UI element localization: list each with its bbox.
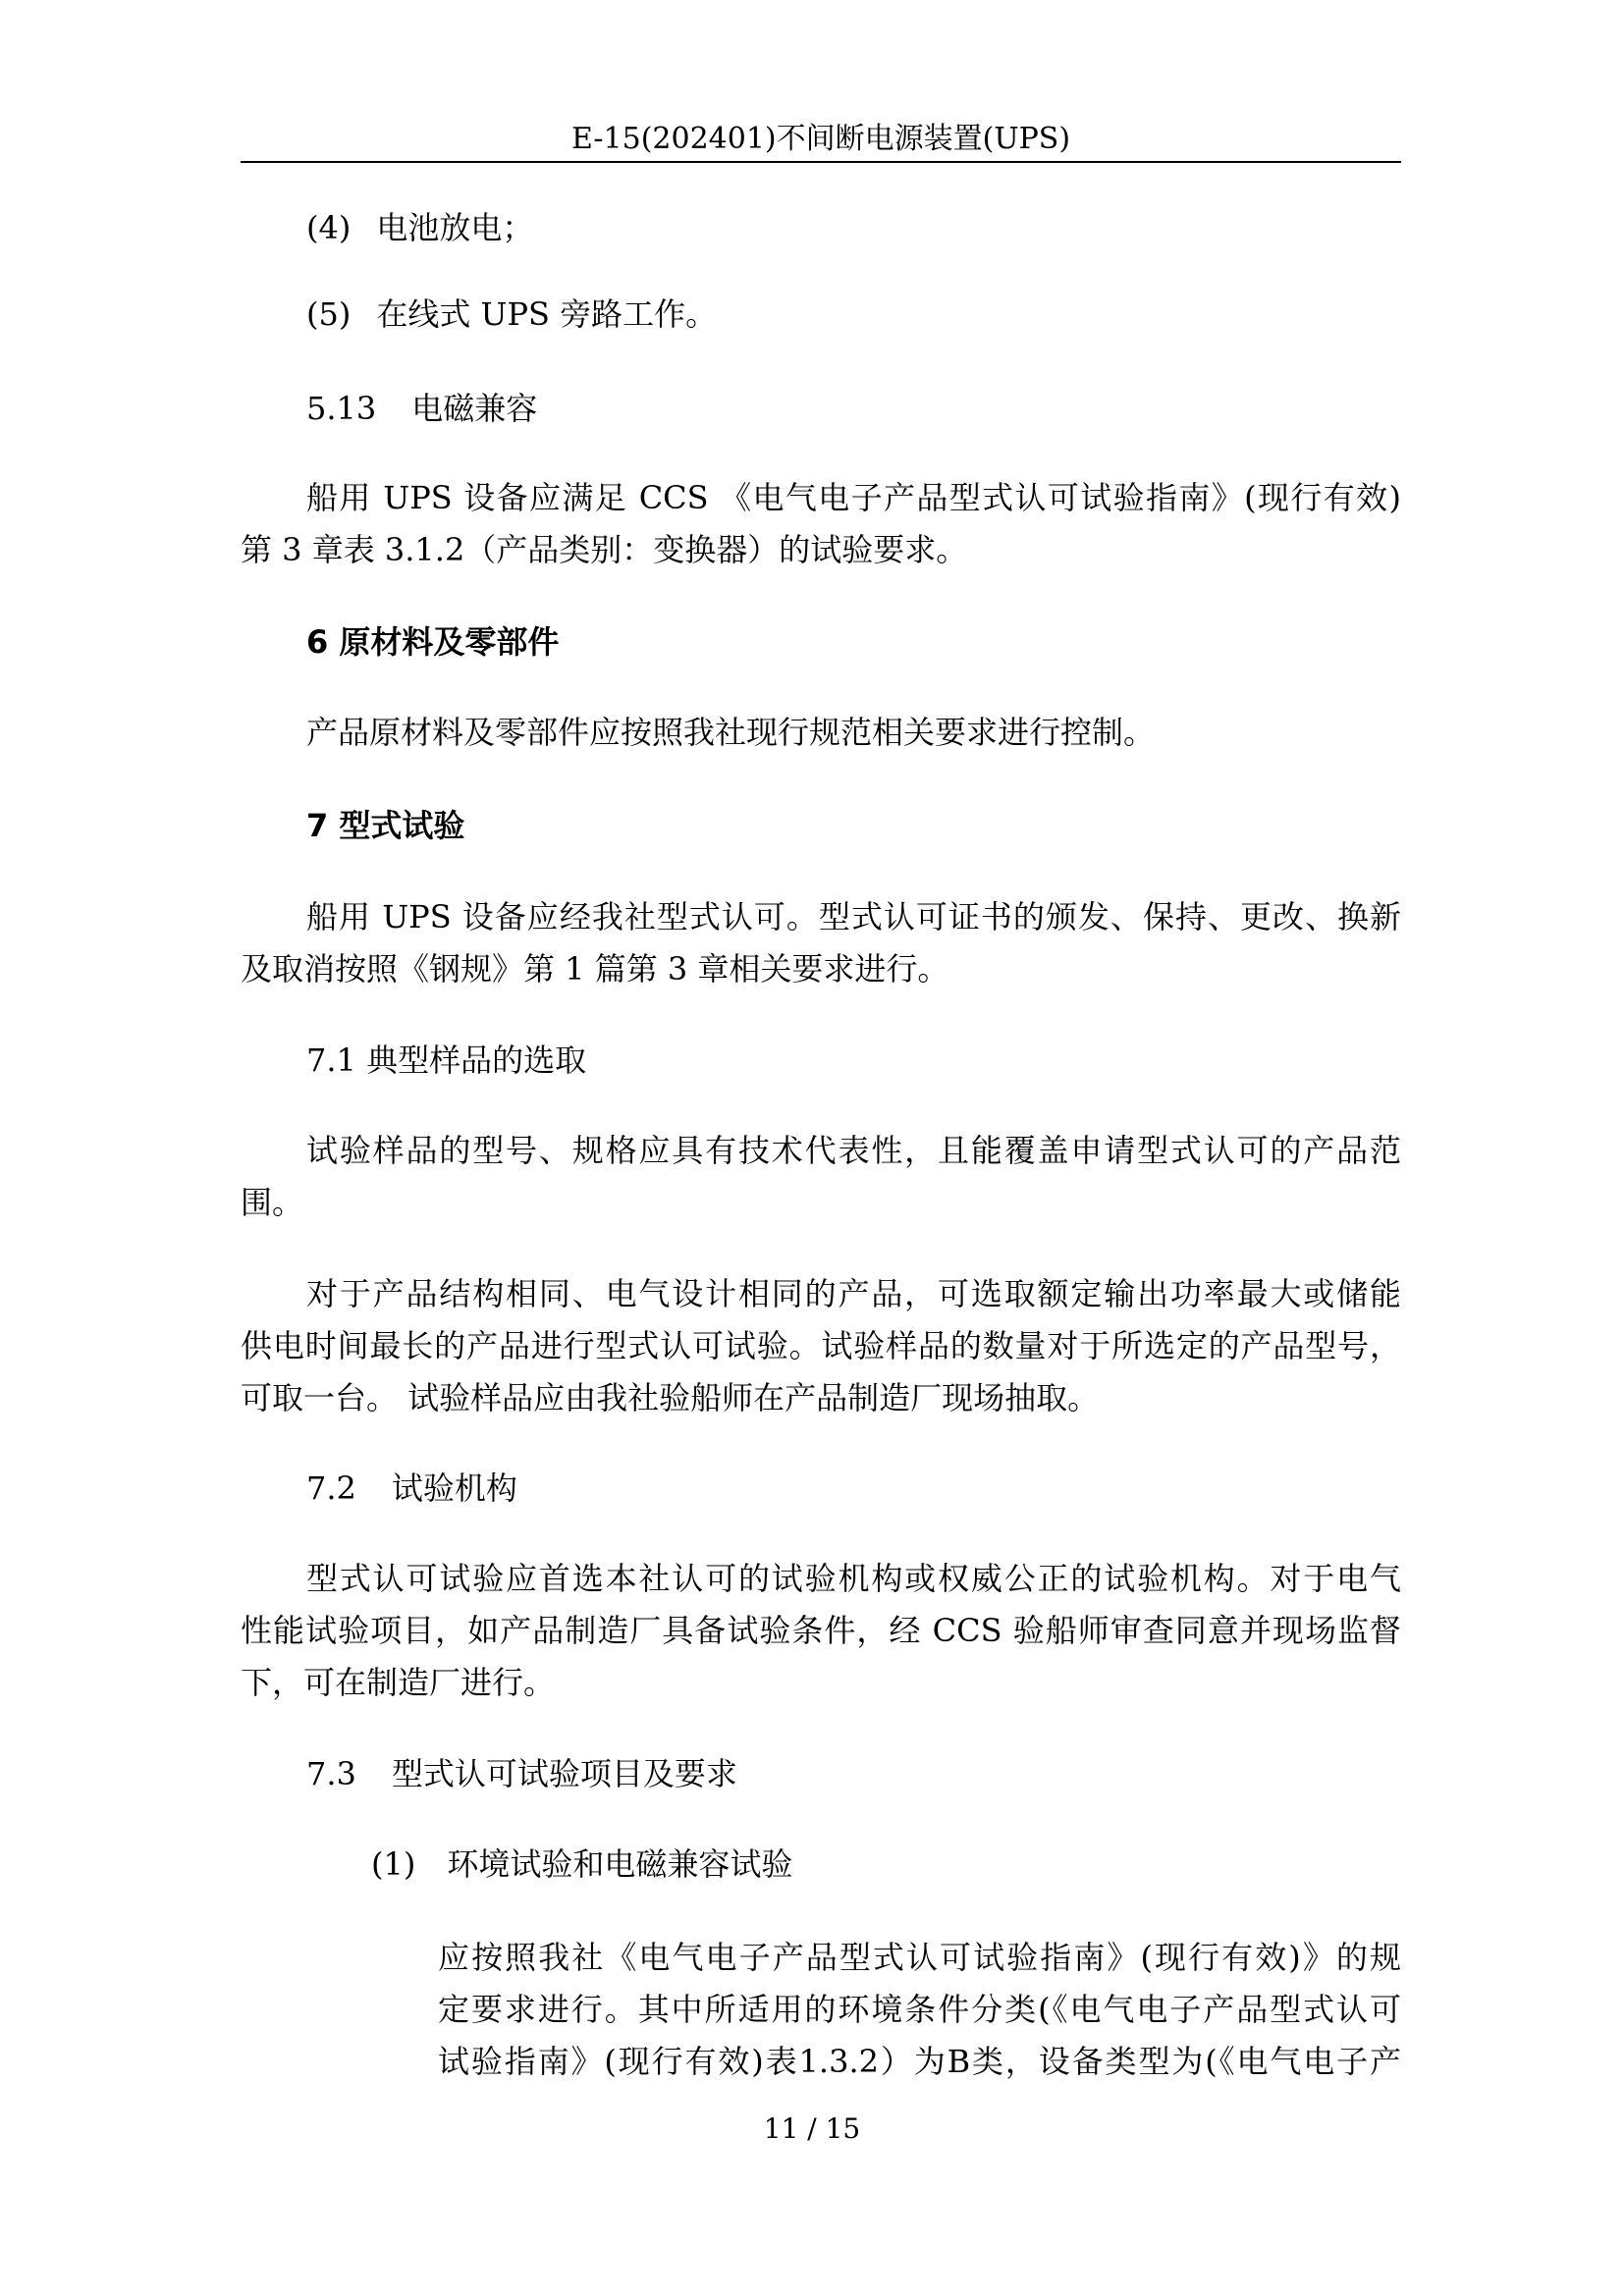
paragraph-line: 应按照我社《电气电子产品型式认可试验指南》(现行有效)》的规 bbox=[438, 1939, 1401, 1976]
page-number: 11 / 15 bbox=[763, 2112, 861, 2145]
list-item bbox=[306, 295, 718, 333]
section-title: 试验机构 bbox=[391, 1469, 517, 1507]
paragraph-line: 船用 UPS 设备应经我社型式认可。型式认可证书的颁发、保持、更改、换新 bbox=[306, 898, 1401, 935]
paragraph-line: 可取一台。 试验样品应由我社验船师在产品制造厂现场抽取。 bbox=[241, 1379, 1100, 1416]
paragraph-line: 第 3 章表 3.1.2（产品类别：变换器）的试验要求。 bbox=[241, 531, 968, 568]
paragraph-line: 产品原材料及零部件应按照我社现行规范相关要求进行控制。 bbox=[306, 714, 1156, 751]
section-heading-7-3 bbox=[306, 1755, 737, 1792]
paragraph-line: 定要求进行。其中所适用的环境条件分类(《电气电子产品型式认可 bbox=[438, 1991, 1401, 2028]
subsection-title: 环境试验和电磁兼容试验 bbox=[447, 1845, 793, 1883]
section-heading-6: 6 原材料及零部件 bbox=[306, 623, 560, 661]
paragraph-line: 船用 UPS 设备应满足 CCS 《电气电子产品型式认可试验指南》(现行有效) bbox=[306, 479, 1401, 516]
paragraph-line: 下，可在制造厂进行。 bbox=[241, 1664, 556, 1701]
paragraph-line: 及取消按照《钢规》第 1 篇第 3 章相关要求进行。 bbox=[241, 950, 949, 988]
list-item-number: (4) bbox=[306, 209, 352, 246]
section-title: 型式认可试验项目及要求 bbox=[391, 1755, 737, 1792]
section-number: 7.2 bbox=[306, 1469, 356, 1507]
paragraph-line: 试验样品的型号、规格应具有技术代表性，且能覆盖申请型式认可的产品范 bbox=[306, 1132, 1401, 1169]
section-number: 5.13 bbox=[306, 390, 377, 427]
subsection-heading bbox=[371, 1845, 793, 1883]
paragraph-line: 性能试验项目，如产品制造厂具备试验条件，经 CCS 验船师审查同意并现场监督 bbox=[241, 1612, 1401, 1649]
list-item-text: 电池放电； bbox=[376, 209, 534, 246]
paragraph-line: 试验指南》(现行有效)表1.3.2）为B类，设备类型为(《电气电子产 bbox=[438, 2043, 1401, 2080]
section-heading-7-2 bbox=[306, 1469, 517, 1507]
section-heading-7-1: 7.1 典型样品的选取 bbox=[306, 1041, 587, 1079]
section-title: 电磁兼容 bbox=[411, 390, 538, 427]
section-heading-5-13 bbox=[306, 390, 538, 427]
list-item bbox=[306, 209, 534, 246]
paragraph-line: 供电时间最长的产品进行型式认可试验。试验样品的数量对于所选定的产品型号， bbox=[241, 1327, 1401, 1364]
page-header-title: E-15(202401)不间断电源装置(UPS) bbox=[570, 122, 1071, 156]
list-item-number: (5) bbox=[306, 295, 352, 333]
list-item-text: 在线式 UPS 旁路工作。 bbox=[376, 295, 718, 333]
subsection-number: (1) bbox=[371, 1845, 416, 1883]
paragraph-line: 对于产品结构相同、电气设计相同的产品，可选取额定输出功率最大或储能 bbox=[306, 1275, 1401, 1312]
header-rule bbox=[241, 161, 1401, 163]
paragraph-line: 型式认可试验应首选本社认可的试验机构或权威公正的试验机构。对于电气 bbox=[306, 1560, 1401, 1597]
paragraph-line: 围。 bbox=[241, 1184, 304, 1221]
section-heading-7: 7 型式试验 bbox=[306, 807, 465, 844]
section-number: 7.3 bbox=[306, 1755, 356, 1792]
